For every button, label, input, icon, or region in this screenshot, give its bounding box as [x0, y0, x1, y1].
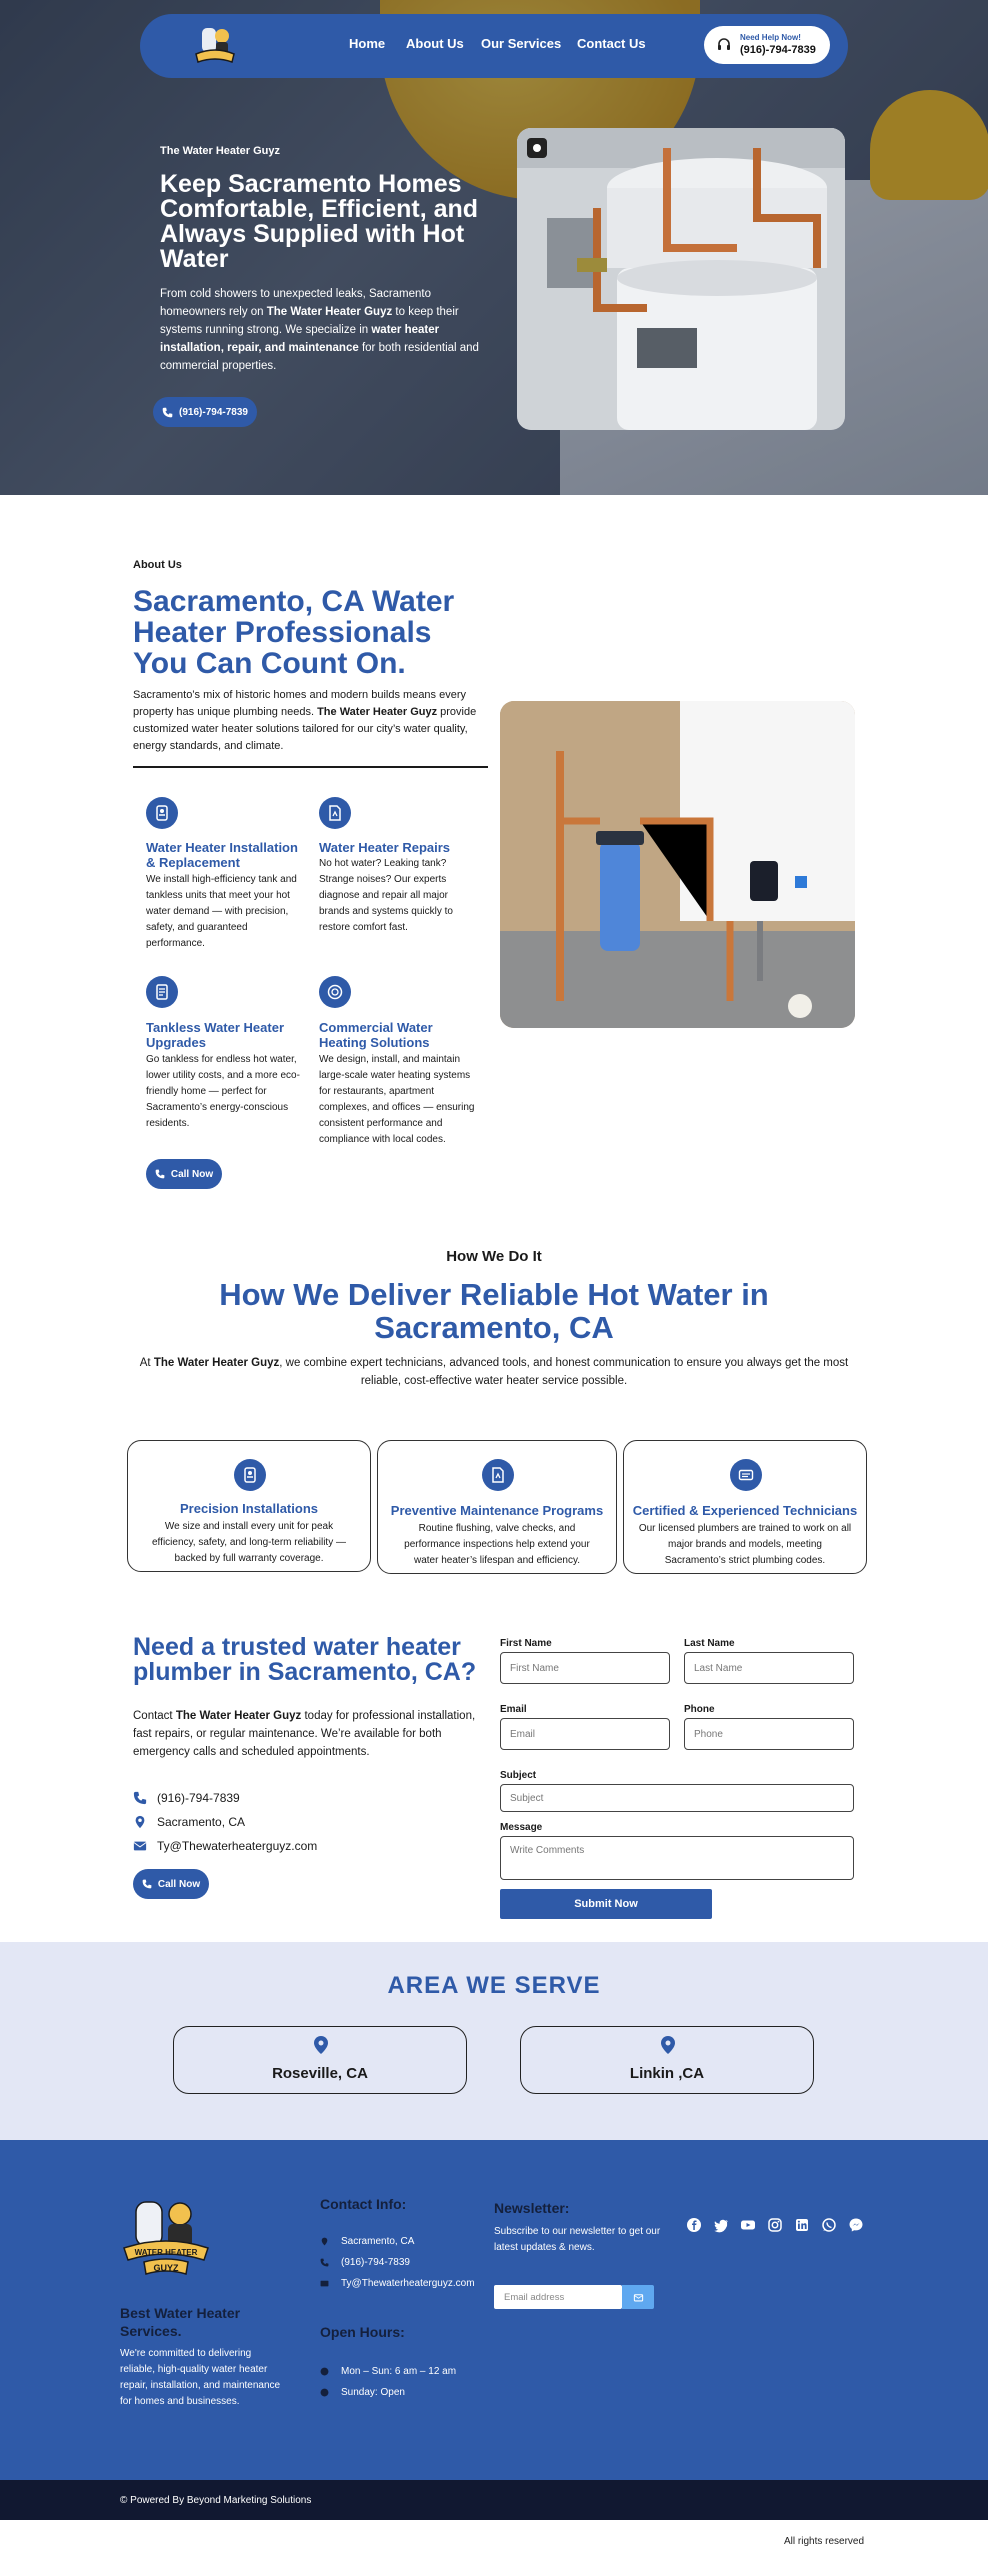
footer-logo[interactable] [120, 2196, 212, 2280]
envelope-icon [320, 2279, 329, 2288]
location-pin-icon [320, 2237, 329, 2246]
installation-icon [146, 797, 178, 829]
area-card-linkin [520, 2026, 814, 2094]
all-rights-reserved-text: All rights reserved [784, 2536, 865, 2547]
hours-text-1: Mon – Sun: 6 am – 12 am [341, 2366, 457, 2377]
repair-document-icon [319, 797, 351, 829]
send-icon [633, 2292, 644, 2303]
location-pin-icon [313, 2035, 329, 2055]
area-name: Roseville, CA [272, 2065, 368, 2082]
hero-water-heater-photo [517, 128, 845, 430]
headset-icon [716, 37, 732, 53]
how-card-installations [127, 1440, 371, 1572]
service-title-installation: Water Heater Installation & Replacement [146, 840, 298, 870]
service-desc-repairs: No hot water? Leaking tank? Strange noises? Our experts diagnose and repair all major brands and systems quickly to restore comfort fast. [319, 858, 453, 933]
how-card-desc: We size and install every unit for peak efficiency, safety, and long-term reliability — backed by full warranty coverage. [152, 1521, 346, 1564]
contact-title: Need a trusted water heater plumber in Sacramento, CA? [133, 1633, 477, 1686]
youtube-icon[interactable] [740, 2217, 756, 2233]
whatsapp-icon[interactable] [821, 2217, 837, 2233]
tankless-document-icon [146, 976, 178, 1008]
phone-icon [320, 2258, 329, 2267]
newsletter-submit-button[interactable] [622, 2285, 654, 2309]
location-pin-icon [133, 1815, 147, 1829]
copyright-bar [0, 2480, 988, 2520]
twitter-icon[interactable] [713, 2217, 729, 2233]
hours-row-2 [320, 2387, 405, 2398]
newsletter-email-input[interactable]: Email address [494, 2285, 622, 2309]
site-logo[interactable] [192, 22, 238, 68]
nav-about-link[interactable]: About Us [406, 36, 464, 51]
first-name-label: First Name [500, 1638, 552, 1649]
need-help-button[interactable] [704, 26, 830, 64]
contact-info-heading: Contact Info: [320, 2196, 407, 2212]
about-tankless-heater-photo [500, 701, 855, 1028]
service-desc-commercial: We design, install, and maintain large-scale water heating systems for restaurants, apartment complexes, and offices — ensuring consistent performance and compliance with local codes. [319, 1054, 475, 1145]
phone-label: Phone [684, 1704, 715, 1715]
how-title: How We Deliver Reliable Hot Water in Sacramento, CA [219, 1277, 769, 1345]
contact-email: Ty@Thewaterheaterguyz.com [157, 1839, 318, 1853]
need-help-label: Need Help Now! [740, 33, 801, 42]
about-kicker: About Us [133, 559, 182, 571]
contact-description: Contact The Water Heater Guyz today for professional installation, fast repairs, or regular maintenance. We’re available for both emergency calls and scheduled appointments. [133, 1710, 476, 1758]
clock-icon [320, 2388, 329, 2397]
about-call-now-button[interactable] [146, 1159, 222, 1189]
how-card-title: Preventive Maintenance Programs [390, 1503, 604, 1518]
service-title-commercial: Commercial Water Heating Solutions [319, 1020, 433, 1050]
submit-button[interactable]: Submit Now [500, 1889, 712, 1919]
contact-email-row[interactable] [133, 1839, 317, 1853]
footer-about-text: We're committed to delivering reliable, high-quality water heater repair, installation, and maintenance for homes and businesses. [120, 2348, 281, 2407]
hero-description: From cold showers to unexpected leaks, Sacramento homeowners rely on The Water Heater Guyz to keep their systems running strong. We specialize in water heater installation, repair, and maintenance for both residential and commercial properties. [160, 288, 479, 372]
email-input[interactable]: Email [500, 1718, 670, 1750]
hero-title: Keep Sacramento Homes Comfortable, Efficient, and Always Supplied with Hot Water [160, 170, 479, 273]
maintenance-document-icon [482, 1459, 514, 1491]
message-label: Message [500, 1822, 543, 1833]
footer-logo-top-text: WATER HEATER [134, 2248, 198, 2257]
newsletter-text: Subscribe to our newsletter to get our latest updates & news. [494, 2226, 661, 2253]
service-title-repairs: Water Heater Repairs [319, 840, 451, 855]
phone-icon [142, 1879, 152, 1889]
copyright-text: © Powered By Beyond Marketing Solutions [120, 2495, 312, 2506]
phone-icon [155, 1169, 165, 1179]
area-title: AREA WE SERVE [387, 1972, 601, 1999]
hours-text-2: Sunday: Open [341, 2387, 405, 2398]
facebook-icon[interactable] [686, 2217, 702, 2233]
how-card-technicians [623, 1440, 867, 1574]
hero-phone-button[interactable] [153, 397, 257, 427]
contact-call-now-label: Call Now [157, 1878, 201, 1890]
area-we-serve-section [0, 1942, 988, 2140]
how-card-maintenance [377, 1440, 617, 1574]
contact-phone-row[interactable] [133, 1791, 240, 1805]
phone-input[interactable]: Phone [684, 1718, 854, 1750]
about-description: Sacramento’s mix of historic homes and modern builds means every property has unique plumbing needs. The Water Heater Guyz provide customized water heater solutions tailored for our city’s water quality, energy standards, and climate. [133, 689, 477, 752]
envelope-icon [133, 1839, 147, 1853]
how-card-title: Certified & Experienced Technicians [632, 1503, 858, 1518]
open-hours-heading: Open Hours: [320, 2324, 405, 2340]
footer-phone-row[interactable] [320, 2257, 410, 2268]
last-name-label: Last Name [684, 1638, 735, 1649]
subject-input[interactable]: Subject [500, 1784, 854, 1812]
hero-brand: The Water Heater Guyz [160, 145, 281, 157]
email-label: Email [500, 1704, 527, 1715]
nav-home-link[interactable]: Home [349, 36, 386, 51]
installations-icon [234, 1459, 266, 1491]
hero-phone-button-label: (916)-794-7839 [179, 406, 248, 418]
subject-label: Subject [500, 1770, 537, 1781]
hero-section [0, 0, 988, 495]
instagram-icon[interactable] [767, 2217, 783, 2233]
nav-services-link[interactable]: Our Services [481, 36, 562, 51]
nav-contact-link[interactable]: Contact Us [577, 36, 646, 51]
phone-icon [133, 1791, 147, 1805]
id-card-icon [730, 1459, 762, 1491]
how-card-title: Precision Installations [180, 1501, 318, 1516]
contact-phone: (916)-794-7839 [157, 1791, 240, 1805]
service-desc-tankless: Go tankless for endless hot water, lower utility costs, and a more eco-friendly home — perfect for Sacramento’s energy-conscious residents. [146, 1054, 300, 1129]
how-kicker: How We Do It [446, 1248, 542, 1265]
message-textarea[interactable]: Write Comments [500, 1836, 854, 1880]
how-description: At The Water Heater Guyz, we combine expert technicians, advanced tools, and honest communication to ensure you always get the most reliable, cost-effective water heater service possible. [139, 1357, 849, 1387]
area-name: Linkin ,CA [629, 2065, 705, 2082]
footer-tagline: Best Water Heater Services. [120, 2305, 241, 2339]
need-help-phone: (916)-794-7839 [740, 44, 816, 56]
location-pin-icon [660, 2035, 676, 2055]
first-name-input[interactable]: First Name [500, 1652, 670, 1684]
footer-email: Ty@Thewaterheaterguyz.com [341, 2278, 475, 2289]
about-title: Sacramento, CA Water Heater Professionals You Can Count On. [133, 585, 455, 680]
contact-location-row [133, 1815, 245, 1829]
clock-icon [320, 2367, 329, 2376]
service-desc-installation: We install high-efficiency tank and tankless units that meet your hot water demand — with precision, safety, and guaranteed performance. [146, 874, 297, 949]
how-card-desc: Routine flushing, valve checks, and performance inspections help extend your water heater’s lifespan and efficiency. [404, 1523, 590, 1566]
footer-location-row [320, 2236, 414, 2247]
contact-call-now-button[interactable] [133, 1869, 209, 1899]
footer-email-row[interactable] [320, 2278, 475, 2289]
area-card-roseville [173, 2026, 467, 2094]
commercial-badge-icon [319, 976, 351, 1008]
about-call-now-label: Call Now [170, 1168, 214, 1180]
contact-location: Sacramento, CA [157, 1815, 246, 1829]
linkedin-icon[interactable] [794, 2217, 810, 2233]
phone-icon [162, 407, 173, 418]
service-title-tankless: Tankless Water Heater Upgrades [146, 1020, 285, 1050]
newsletter-heading: Newsletter: [494, 2200, 570, 2216]
last-name-input[interactable]: Last Name [684, 1652, 854, 1684]
hours-row-1 [320, 2366, 456, 2377]
how-card-desc: Our licensed plumbers are trained to work on all major brands and models, meeting Sacramento’s strict plumbing codes. [638, 1523, 852, 1566]
footer-logo-bottom-text: GUYZ [153, 2263, 179, 2273]
about-divider [133, 766, 488, 768]
footer-phone: (916)-794-7839 [341, 2257, 410, 2268]
messenger-icon[interactable] [848, 2217, 864, 2233]
footer-location: Sacramento, CA [341, 2236, 415, 2247]
top-navbar [140, 14, 848, 78]
